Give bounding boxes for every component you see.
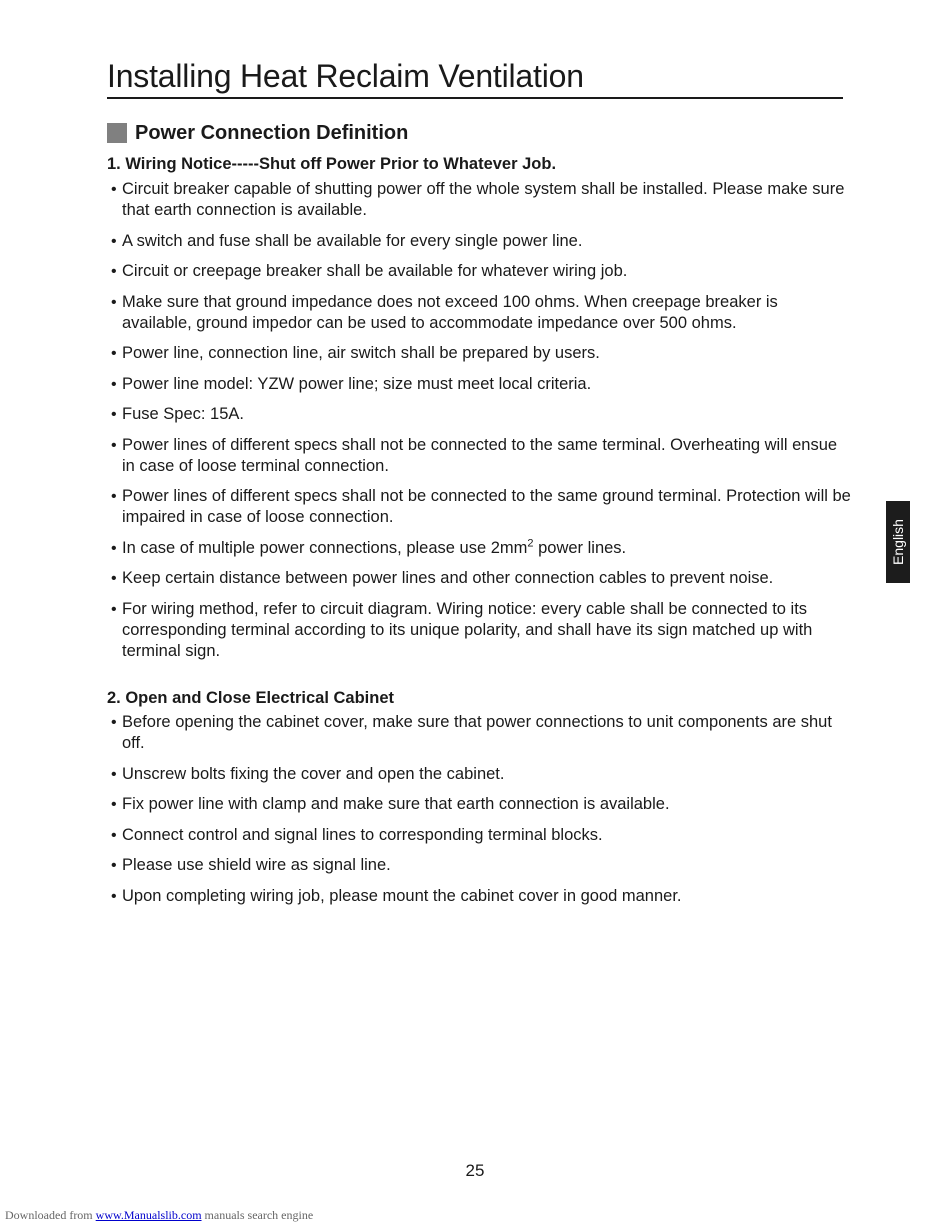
bullet-icon: • [111, 826, 117, 844]
bullet-icon: • [111, 488, 117, 505]
list-item: • Connect control and signal lines to corresponding terminal blocks. [111, 825, 603, 844]
bullet-icon: • [111, 436, 117, 454]
section-heading [107, 120, 408, 146]
list-item: • Unscrew bolts fixing the cover and open the cabinet. [111, 764, 505, 783]
bullet-icon: • [111, 263, 117, 280]
cabinet-list [107, 712, 852, 916]
bullet-icon: • [111, 765, 117, 783]
bullet-icon: • [111, 181, 117, 198]
list-item: • Circuit breaker capable of shutting power off the whole system shall be installed. Please make sure that earth connection is available. [111, 180, 845, 219]
bullet-icon: • [111, 857, 117, 874]
section-heading-text: Power Connection Definition [135, 122, 409, 144]
bullet-icon: • [111, 406, 117, 423]
bullet-icon: • [111, 375, 117, 393]
title-divider [107, 97, 843, 99]
list-item: • Keep certain distance between power lines and other connection cables to prevent noise. [111, 569, 774, 587]
cabinet-heading: 2. Open and Close Electrical Cabinet [107, 689, 395, 707]
page-title: Installing Heat Reclaim Ventilation [107, 58, 584, 94]
list-item: • Please use shield wire as signal line. [111, 856, 391, 874]
list-item: • Power line model: YZW power line; size must meet local criteria. [111, 374, 592, 393]
bullet-icon: • [111, 600, 117, 618]
list-item: • Fix power line with clamp and make sure that earth connection is available. [111, 795, 670, 813]
bullet-icon: • [111, 887, 117, 905]
list-item: • Before opening the cabinet cover, make sure that power connections to unit components are shut off. [111, 713, 832, 752]
language-tab [886, 501, 910, 583]
bullet-icon: • [111, 345, 117, 362]
section-square-icon [107, 123, 127, 143]
wiring-notice-list [107, 179, 852, 671]
bullet-icon: • [111, 539, 117, 557]
list-item: • Power line, connection line, air switch shall be prepared by users. [111, 344, 600, 362]
list-item: • Upon completing wiring job, please mount the cabinet cover in good manner. [111, 886, 682, 905]
page-number: 25 [465, 1161, 485, 1180]
list-item: • A switch and fuse shall be available for every single power line. [111, 231, 583, 250]
bullet-icon: • [111, 714, 117, 731]
download-footer: Downloaded from www.Manualslib.com manuals search engine [5, 1208, 314, 1222]
list-item: • For wiring method, refer to circuit diagram. Wiring notice: every cable shall be connected to its corresponding terminal according to its unique polarity, and shall have its sign matched up with terminal sign. [111, 599, 813, 660]
bullet-icon: • [111, 570, 117, 587]
bullet-icon: • [111, 796, 117, 813]
bullet-icon: • [111, 293, 117, 311]
list-item: • Power lines of different specs shall not be connected to the same ground terminal. Protection will be impaired in case of loose connection. [111, 487, 851, 526]
wiring-notice-heading: 1. Wiring Notice-----Shut off Power Prior to Whatever Job. [107, 155, 557, 173]
bullet-icon: • [111, 232, 117, 250]
list-item: • Circuit or creepage breaker shall be available for whatever wiring job. [111, 262, 628, 280]
superscript: 2 [527, 537, 534, 549]
list-item: • Power lines of different specs shall not be connected to the same terminal. Overheating will ensue in case of loose terminal connection. [111, 435, 838, 475]
list-item: • In case of multiple power connections, please use $2mm^2$ power lines. [111, 537, 627, 557]
list-item: • Fuse Spec: 15A. [111, 405, 244, 423]
list-item: • Make sure that ground impedance does not exceed 100 ohms. When creepage breaker is available, ground impedor can be used to accommodate impedance over 500 ohms. [111, 292, 778, 332]
language-tab-label: English [890, 519, 907, 565]
manualslib-link[interactable]: www.Manualslib.com [95, 1208, 202, 1222]
